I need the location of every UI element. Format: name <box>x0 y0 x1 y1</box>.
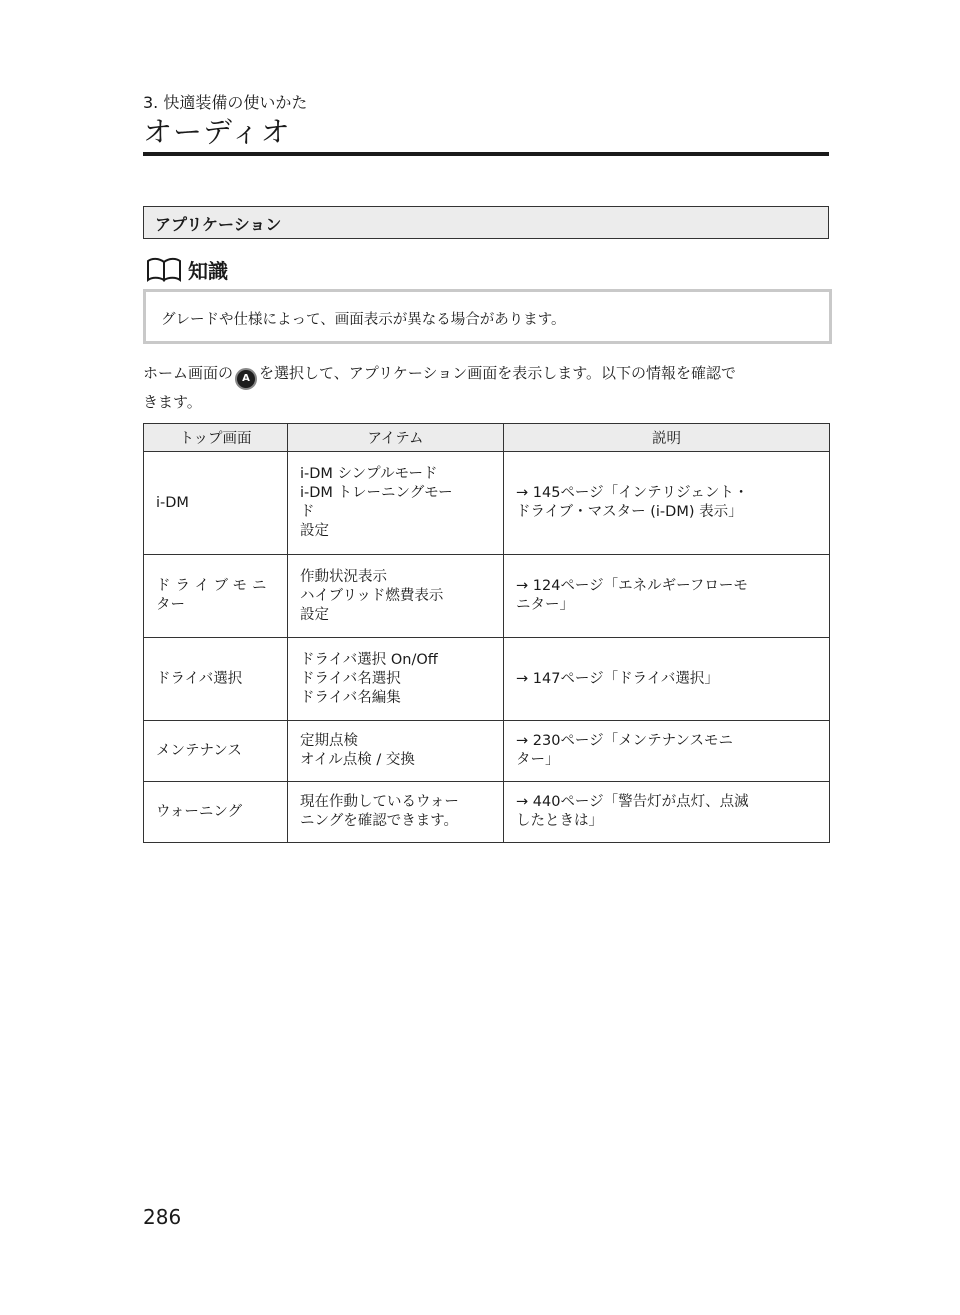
cell-line: 現在作動しているウォー <box>300 794 459 810</box>
cell-items <box>288 721 504 782</box>
title-divider <box>143 152 829 156</box>
table-row <box>144 555 830 638</box>
table-row <box>144 638 830 721</box>
page-title: オーディオ <box>143 115 291 149</box>
cell-line: → 147ページ「ドライバ選択」 <box>516 670 719 687</box>
cell-line: ター」 <box>516 752 560 768</box>
header-top-screen: トップ画面 <box>144 424 288 452</box>
intro-paragraph <box>143 361 833 415</box>
paragraph-text-line1: を選択して、アプリケーション画面を表示します。以下の情報を確認で <box>259 364 737 382</box>
cell-line: i-DM トレーニングモー <box>300 485 453 501</box>
note-box <box>143 289 832 344</box>
cell-line: ニター」 <box>516 597 574 613</box>
cell-items <box>288 782 504 843</box>
cell-line: したときは」 <box>516 813 603 829</box>
cell-line: ドライブモニ <box>156 578 272 594</box>
page-number: 286 <box>143 1205 182 1229</box>
cell-description <box>504 721 830 782</box>
cell-top-screen <box>144 555 288 638</box>
note-heading <box>146 255 228 284</box>
section-header-box <box>143 206 829 239</box>
book-icon <box>146 257 182 283</box>
cell-line: 作動状況表示 <box>300 568 387 585</box>
cell-items <box>288 452 504 555</box>
cell-line: ニングを確認できます。 <box>300 813 459 829</box>
cell-line: 定期点検 <box>300 733 358 749</box>
table-row <box>144 782 830 843</box>
cell-line: i-DM <box>156 494 189 511</box>
table-row <box>144 452 830 555</box>
application-icon: A <box>235 368 257 390</box>
cell-description <box>504 782 830 843</box>
cell-line: 設定 <box>300 606 329 623</box>
note-text: グレードや仕様によって、画面表示が異なる場合があります。 <box>161 312 566 328</box>
cell-line: ドライバ選択 On/Off <box>300 651 438 668</box>
cell-line: ハイブリッド燃費表示 <box>300 587 444 604</box>
cell-description <box>504 555 830 638</box>
cell-line: ター <box>156 597 185 613</box>
cell-items <box>288 638 504 721</box>
section-title: アプリケーション <box>155 215 282 234</box>
cell-line: ド <box>300 504 315 520</box>
cell-line: ドライブ・マスター (i-DM) 表示」 <box>516 504 743 520</box>
cell-description <box>504 638 830 721</box>
application-table <box>143 423 830 843</box>
cell-line: オイル点検 / 交換 <box>300 752 415 768</box>
cell-line: → 124ページ「エネルギーフローモ <box>516 578 748 594</box>
cell-items <box>288 555 504 638</box>
cell-line: ドライバ名選択 <box>300 670 401 687</box>
note-heading-label: 知識 <box>188 259 228 283</box>
cell-top-screen <box>144 721 288 782</box>
paragraph-text-line2: きます。 <box>143 393 202 411</box>
cell-line: → 145ページ「インテリジェント・ <box>516 485 749 501</box>
cell-line: メンテナンス <box>156 742 242 759</box>
cell-line: ウォーニング <box>156 803 243 820</box>
paragraph-text-start: ホーム画面の <box>143 364 234 382</box>
cell-line: → 440ページ「警告灯が点灯、点滅 <box>516 794 749 810</box>
table-row <box>144 721 830 782</box>
cell-top-screen <box>144 782 288 843</box>
header-item: アイテム <box>288 424 504 452</box>
cell-line: 設定 <box>300 523 329 539</box>
table-header-row <box>144 424 830 452</box>
cell-line: ドライバ名編集 <box>300 689 401 706</box>
header-description: 説明 <box>504 424 830 452</box>
cell-line: i-DM シンプルモード <box>300 466 438 482</box>
chapter-heading: 3. 快適装備の使いかた <box>143 93 308 112</box>
cell-description <box>504 452 830 555</box>
cell-line: ドライバ選択 <box>156 670 243 687</box>
cell-top-screen <box>144 638 288 721</box>
cell-top-screen <box>144 452 288 555</box>
cell-line: → 230ページ「メンテナンスモニ <box>516 733 733 749</box>
